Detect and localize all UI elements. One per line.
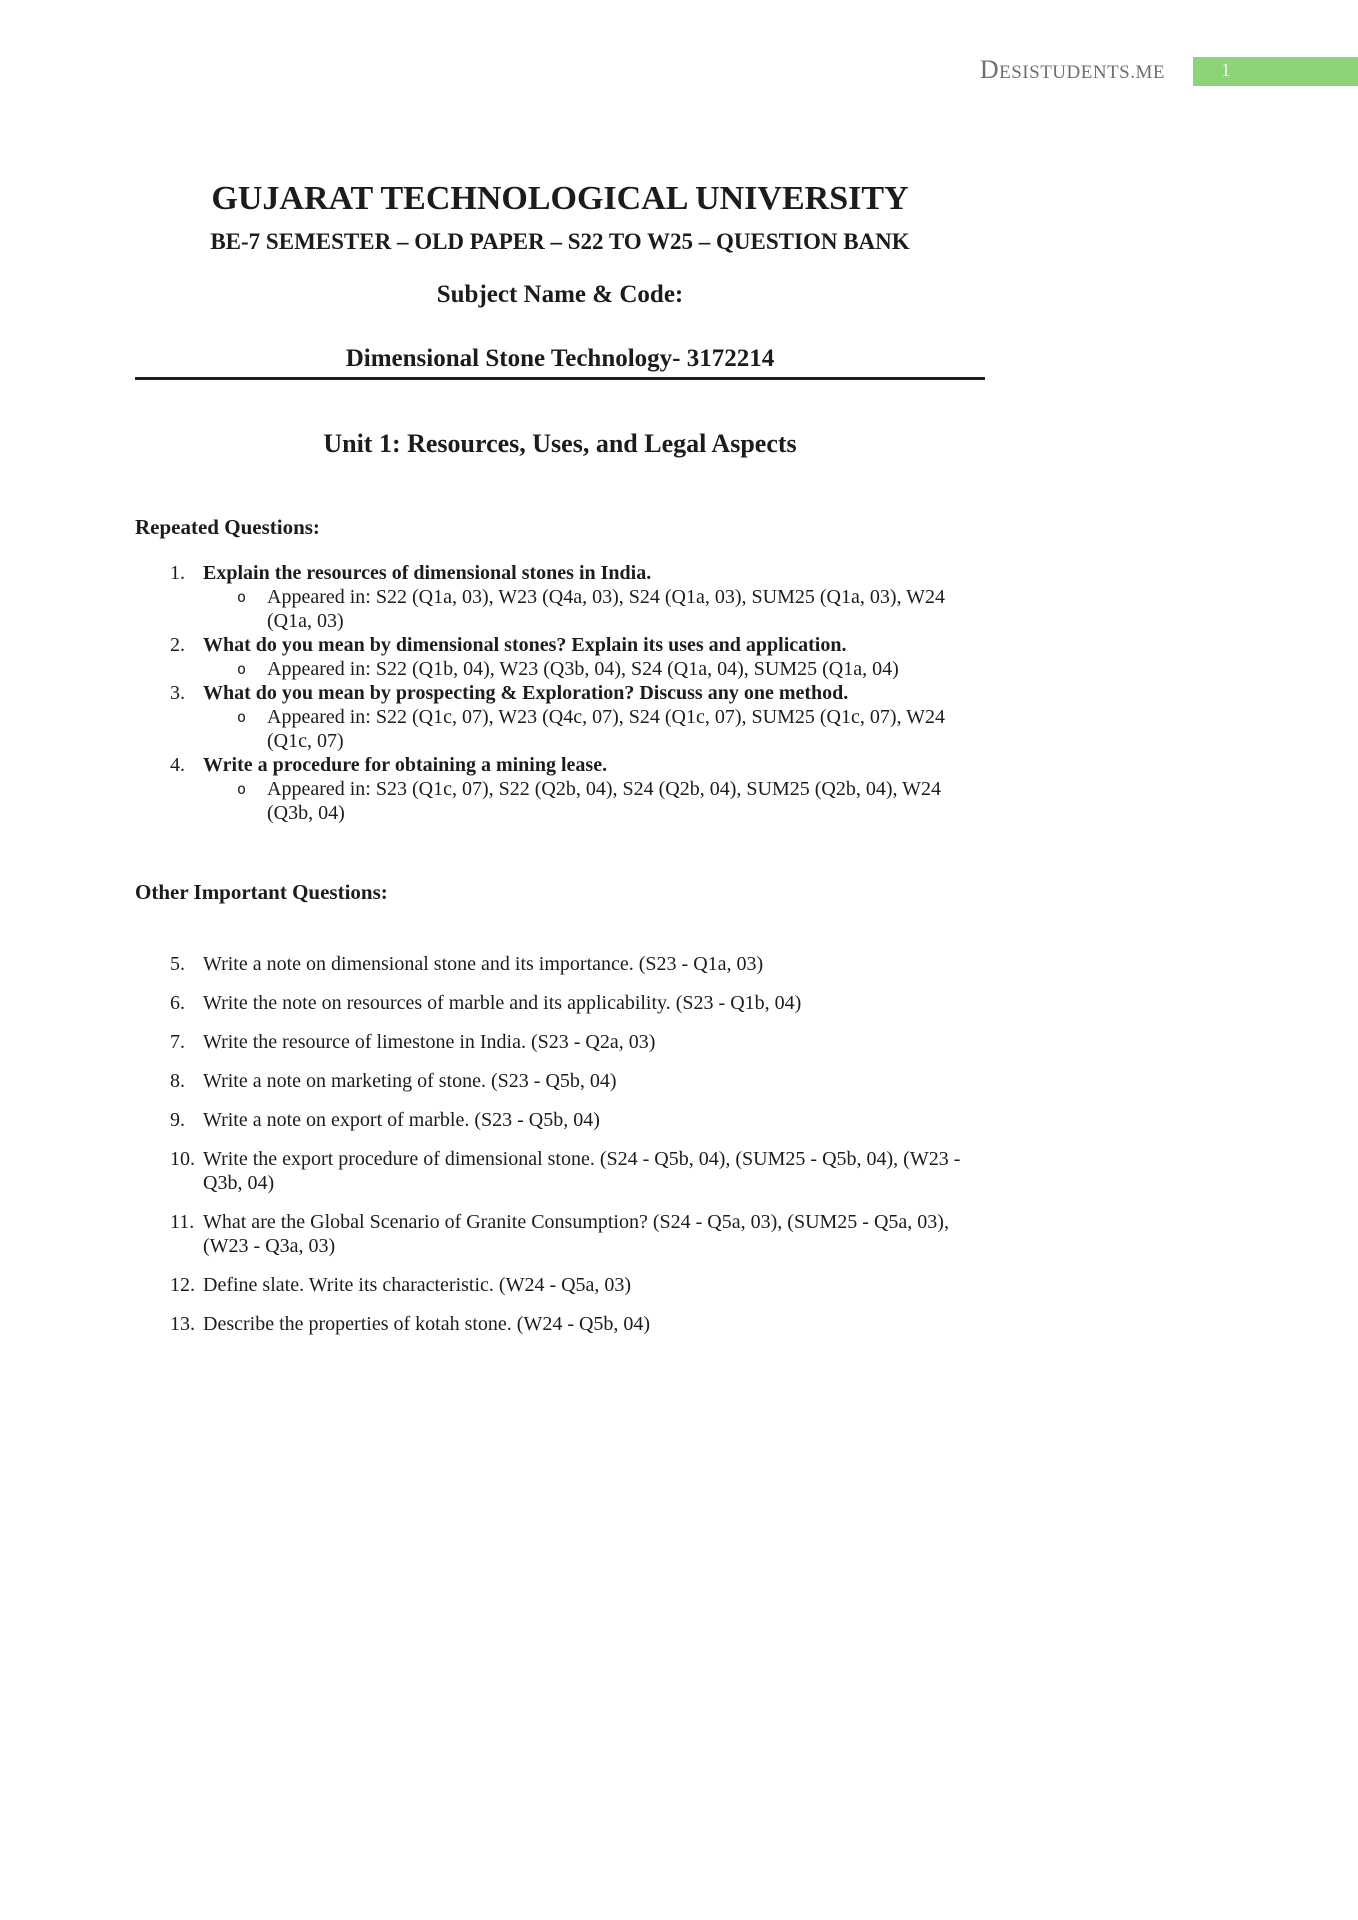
page-number: 1 [1221,60,1231,81]
repeated-question-item [170,681,985,753]
question-text: Define slate. Write its characteristic. (W24 - Q5a, 03) [203,1274,632,1296]
question-text: Write the resource of limestone in India. (S23 - Q2a, 03) [203,1031,656,1053]
question-text: Write a note on export of marble. (S23 - Q5b, 04) [203,1109,600,1131]
subject-label: Subject Name & Code: [436,281,684,308]
other-question-item [170,952,985,976]
question-number: 12. [170,1274,195,1296]
question-text: What are the Global Scenario of Granite Consumption? (S24 - Q5a, 03), (SUM25 - Q5a, 03), (W23 - Q3a, 03) [203,1211,949,1257]
question-text: What do you mean by prospecting & Exploration? Discuss any one method. [203,682,849,704]
question-number: 4. [170,754,185,776]
repeated-question-item [170,561,985,633]
document-body [135,0,985,1351]
question-text: Write the note on resources of marble and its applicability. (S23 - Q1b, 04) [203,992,802,1014]
question-number: 9. [170,1109,185,1131]
unit-title: Unit 1: Resources, Uses, and Legal Aspects [323,429,797,458]
question-number: 3. [170,682,185,704]
question-text: Write the export procedure of dimensional stone. (S24 - Q5b, 04), (SUM25 - Q5b, 04), (W23 - Q3b, 04) [203,1148,961,1194]
repeated-question-item [170,633,985,681]
question-number: 8. [170,1070,185,1092]
question-number: 13. [170,1313,195,1335]
question-text: What do you mean by dimensional stones? Explain its uses and application. [203,634,847,656]
paper-subtitle: BE-7 SEMESTER – OLD PAPER – S22 TO W25 – QUESTION BANK [210,229,910,254]
subject-underline [135,377,985,380]
question-text: Write a procedure for obtaining a mining lease. [203,754,608,776]
question-number: 10. [170,1148,195,1170]
question-number: 2. [170,634,185,656]
other-question-item [170,991,985,1015]
other-question-item [170,1210,985,1258]
question-text: Write a note on dimensional stone and its importance. (S23 - Q1a, 03) [203,953,764,975]
other-question-item [170,1147,985,1195]
circle-bullet: o [237,780,247,798]
other-question-item [170,1312,985,1336]
repeated-question-item [170,753,985,825]
other-question-item [170,1069,985,1093]
university-title: GUJARAT TECHNOLOGICAL UNIVERSITY [211,180,909,217]
question-text: Describe the properties of kotah stone. (W24 - Q5b, 04) [203,1313,651,1335]
question-number: 6. [170,992,185,1014]
question-number: 11. [170,1211,195,1233]
question-number: 5. [170,953,185,975]
site-watermark: DESISTUDENTS.ME [979,55,1165,84]
appeared-in-text: Appeared in: S22 (Q1c, 07), W23 (Q4c, 07), S24 (Q1c, 07), SUM25 (Q1c, 07), W24 (Q1c, 07) [267,706,946,752]
subject-name: Dimensional Stone Technology- 3172214 [345,345,775,372]
page-number-badge [1193,57,1358,86]
question-text: Explain the resources of dimensional stones in India. [203,562,652,584]
repeated-questions-heading: Repeated Questions: [135,515,320,539]
page-header [980,55,1358,87]
circle-bullet: o [237,708,247,726]
other-question-item [170,1108,985,1132]
question-number: 1. [170,562,185,584]
circle-bullet: o [237,588,247,606]
appeared-in-text: Appeared in: S23 (Q1c, 07), S22 (Q2b, 04), S24 (Q2b, 04), SUM25 (Q2b, 04), W24 (Q3b, 04) [267,778,942,824]
circle-bullet: o [237,660,247,678]
other-questions-list [135,952,985,1336]
other-question-item [170,1273,985,1297]
appeared-in-text: Appeared in: S22 (Q1b, 04), W23 (Q3b, 04), S24 (Q1a, 04), SUM25 (Q1a, 04) [267,658,899,680]
question-text: Write a note on marketing of stone. (S23 - Q5b, 04) [203,1070,617,1092]
repeated-questions-list [135,561,985,825]
other-questions-heading: Other Important Questions: [135,880,388,904]
appeared-in-text: Appeared in: S22 (Q1a, 03), W23 (Q4a, 03), S24 (Q1a, 03), SUM25 (Q1a, 03), W24 (Q1a, 03) [267,586,946,632]
other-question-item [170,1030,985,1054]
question-number: 7. [170,1031,185,1053]
